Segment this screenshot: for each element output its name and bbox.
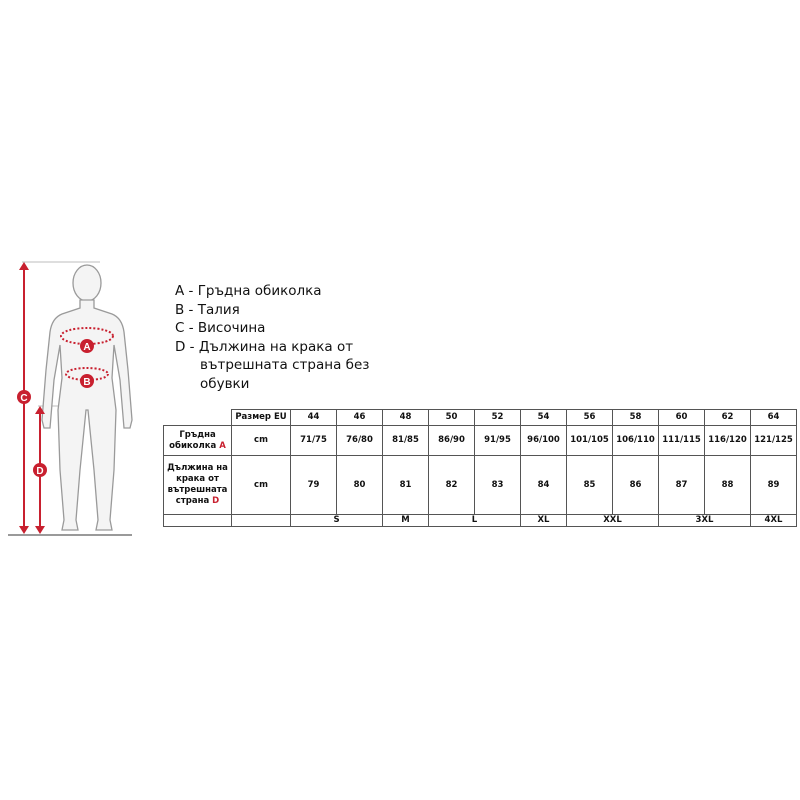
inseam-label-line4: страна	[175, 496, 210, 506]
inseam-value: 85	[567, 456, 613, 515]
chest-value: 121/125	[751, 426, 797, 456]
letter-size-m: M	[383, 515, 429, 527]
inseam-value: 87	[659, 456, 705, 515]
marker-b-letter: B	[83, 377, 91, 388]
letter-size-l: L	[429, 515, 521, 527]
inseam-value: 82	[429, 456, 475, 515]
inseam-value: 83	[475, 456, 521, 515]
size-52: 52	[475, 410, 521, 426]
legend-inseam-line3: обувки	[200, 375, 250, 392]
chest-value: 71/75	[291, 426, 337, 456]
chest-label-line2: обиколка	[169, 440, 217, 451]
inseam-value: 88	[705, 456, 751, 515]
marker-c-letter: C	[20, 393, 28, 404]
legend-chest: A - Гръдна обиколка	[175, 283, 322, 299]
chest-value: 116/120	[705, 426, 751, 456]
inseam-value: 79	[291, 456, 337, 515]
chest-value: 91/95	[475, 426, 521, 456]
size-60: 60	[659, 410, 705, 426]
header-empty-cell	[164, 410, 232, 426]
measurement-legend	[175, 282, 369, 393]
table-row-chest	[164, 426, 797, 456]
letter-size-3xl: 3XL	[659, 515, 751, 527]
inseam-label-line3: вътрешната	[167, 485, 228, 495]
size-58: 58	[613, 410, 659, 426]
inseam-unit: cm	[232, 456, 291, 515]
letter-size-xxl: XXL	[567, 515, 659, 527]
inseam-value: 86	[613, 456, 659, 515]
marker-a-letter: A	[83, 342, 91, 353]
inseam-value: 80	[337, 456, 383, 515]
size-chart-table	[163, 409, 797, 527]
legend-height: C - Височина	[175, 320, 266, 336]
inseam-value: 81	[383, 456, 429, 515]
chest-value: 96/100	[521, 426, 567, 456]
size-48: 48	[383, 410, 429, 426]
chest-label-marker: A	[219, 440, 226, 451]
table-header-row	[164, 410, 797, 426]
letter-size-4xl: 4XL	[751, 515, 797, 527]
size-54: 54	[521, 410, 567, 426]
inseam-label-marker: D	[212, 496, 220, 506]
body-measurement-figure	[0, 0, 160, 560]
legend-inseam-line1: D - Дължина на крака от	[175, 338, 354, 355]
letter-size-xl: XL	[521, 515, 567, 527]
inseam-label-line2: крака от	[176, 474, 219, 484]
size-44: 44	[291, 410, 337, 426]
chest-value: 76/80	[337, 426, 383, 456]
inseam-label-line1: Дължина на	[167, 463, 228, 473]
size-56: 56	[567, 410, 613, 426]
chest-label-line1: Гръдна	[179, 429, 216, 440]
chest-value: 106/110	[613, 426, 659, 456]
size-46: 46	[337, 410, 383, 426]
chest-value: 101/105	[567, 426, 613, 456]
size-62: 62	[705, 410, 751, 426]
human-silhouette	[42, 265, 132, 530]
chest-row-label	[164, 426, 232, 456]
legend-inseam-line2: вътрешната страна без	[200, 357, 370, 373]
header-label: Размер EU	[232, 410, 291, 426]
table-row-letter-sizes	[164, 515, 797, 527]
letter-row-empty-unit	[232, 515, 291, 527]
size-64: 64	[751, 410, 797, 426]
letter-size-s: S	[291, 515, 383, 527]
inseam-value: 84	[521, 456, 567, 515]
letter-row-empty-label	[164, 515, 232, 527]
chest-value: 111/115	[659, 426, 705, 456]
legend-waist: B - Талия	[175, 301, 240, 318]
size-50: 50	[429, 410, 475, 426]
inseam-value: 89	[751, 456, 797, 515]
marker-d-letter: D	[36, 466, 44, 477]
chest-value: 81/85	[383, 426, 429, 456]
table-row-inseam	[164, 456, 797, 515]
inseam-row-label	[164, 456, 232, 515]
chest-value: 86/90	[429, 426, 475, 456]
chest-unit: cm	[232, 426, 291, 456]
